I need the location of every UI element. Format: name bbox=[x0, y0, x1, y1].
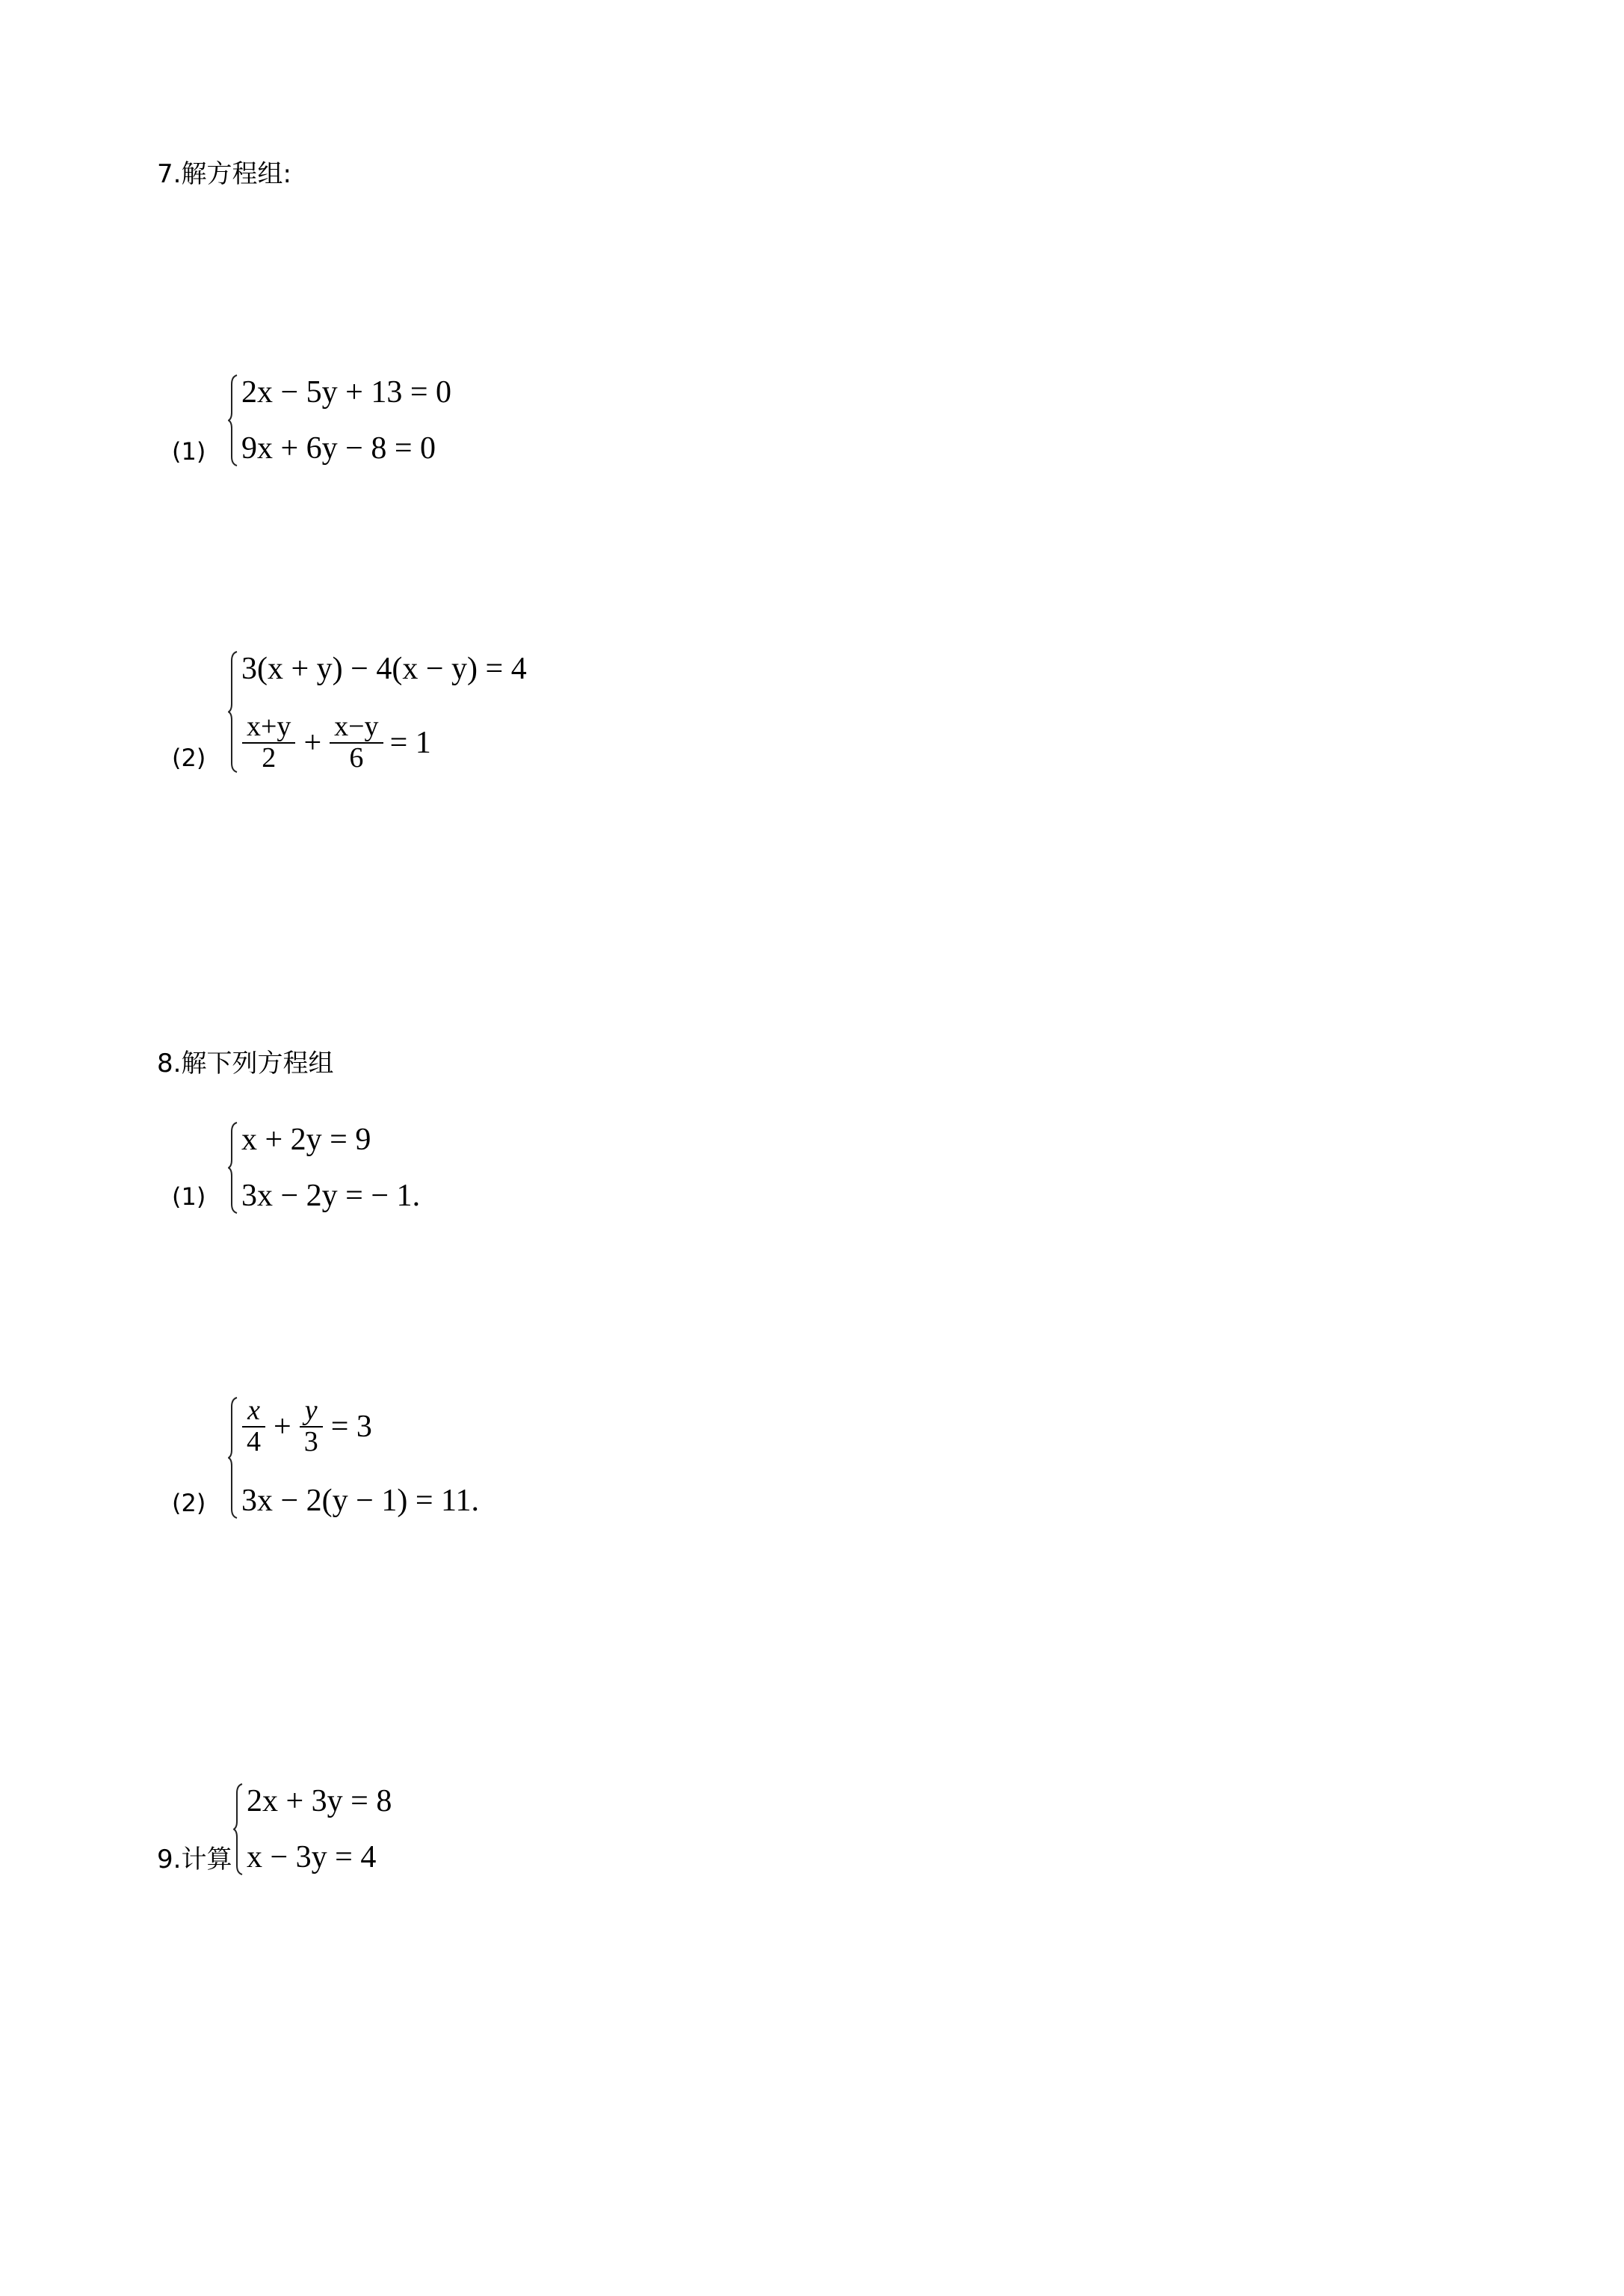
trailing-period: . bbox=[412, 1178, 421, 1213]
fraction: $\frac{x-y}{6}$ bbox=[332, 712, 380, 774]
question-title: 解下列方程组 bbox=[181, 1049, 334, 1078]
equation-system-8-2 bbox=[228, 1396, 479, 1519]
question-title: 计算 bbox=[181, 1845, 232, 1874]
equation-line: 3x − 2(y − 1) = 11 . bbox=[241, 1482, 479, 1519]
equation-line: 3x − 2y = − 1 . bbox=[241, 1177, 420, 1215]
question-number: 8. bbox=[157, 1049, 182, 1078]
equation-line: 3(x + y) − 4(x − y) = 4 bbox=[241, 652, 527, 686]
left-brace-icon bbox=[228, 650, 238, 774]
equation-line: 2x − 5y + 13 = 0 bbox=[241, 375, 452, 410]
equation-system-9 bbox=[233, 1783, 392, 1876]
equation-system-7-1 bbox=[228, 374, 451, 467]
equation-line-fraction: $\frac{x}{4}$ + $\frac{y}{3}$ = 3 bbox=[241, 1396, 479, 1457]
fraction: $\frac{y}{3}$ bbox=[302, 1396, 321, 1457]
question-7-heading bbox=[157, 153, 291, 190]
left-brace-icon bbox=[228, 374, 238, 467]
part-label: (2) bbox=[172, 1489, 206, 1517]
question-number: 9. bbox=[157, 1845, 182, 1874]
part-label: (1) bbox=[172, 1182, 206, 1211]
left-brace-icon bbox=[228, 1121, 238, 1215]
equation-line-fraction: $\frac{x+y}{2}$ + $\frac{x-y}{6}$ = 1 bbox=[241, 712, 527, 774]
equation-line: 2x + 3y = 8 bbox=[247, 1784, 392, 1818]
left-brace-icon bbox=[228, 1396, 238, 1519]
left-brace-icon bbox=[233, 1783, 244, 1876]
question-9-heading bbox=[157, 1839, 232, 1875]
equation-system-7-2 bbox=[228, 650, 527, 774]
equation-line: 9x + 6y − 8 = 0 bbox=[241, 430, 436, 466]
equation-system-8-1 bbox=[228, 1121, 420, 1215]
question-number: 7. bbox=[157, 159, 182, 189]
equation-line: x + 2y = 9 bbox=[241, 1123, 371, 1157]
equation-line: x − 3y = 4 bbox=[247, 1839, 377, 1874]
part-label: (2) bbox=[172, 744, 206, 772]
fraction: $\frac{x+y}{2}$ bbox=[244, 712, 293, 774]
part-label: (1) bbox=[172, 437, 206, 466]
trailing-period: . bbox=[471, 1483, 479, 1518]
fraction: $\frac{x}{4}$ bbox=[244, 1396, 263, 1457]
question-8-heading bbox=[157, 1043, 333, 1079]
question-title: 解方程组: bbox=[181, 159, 291, 189]
